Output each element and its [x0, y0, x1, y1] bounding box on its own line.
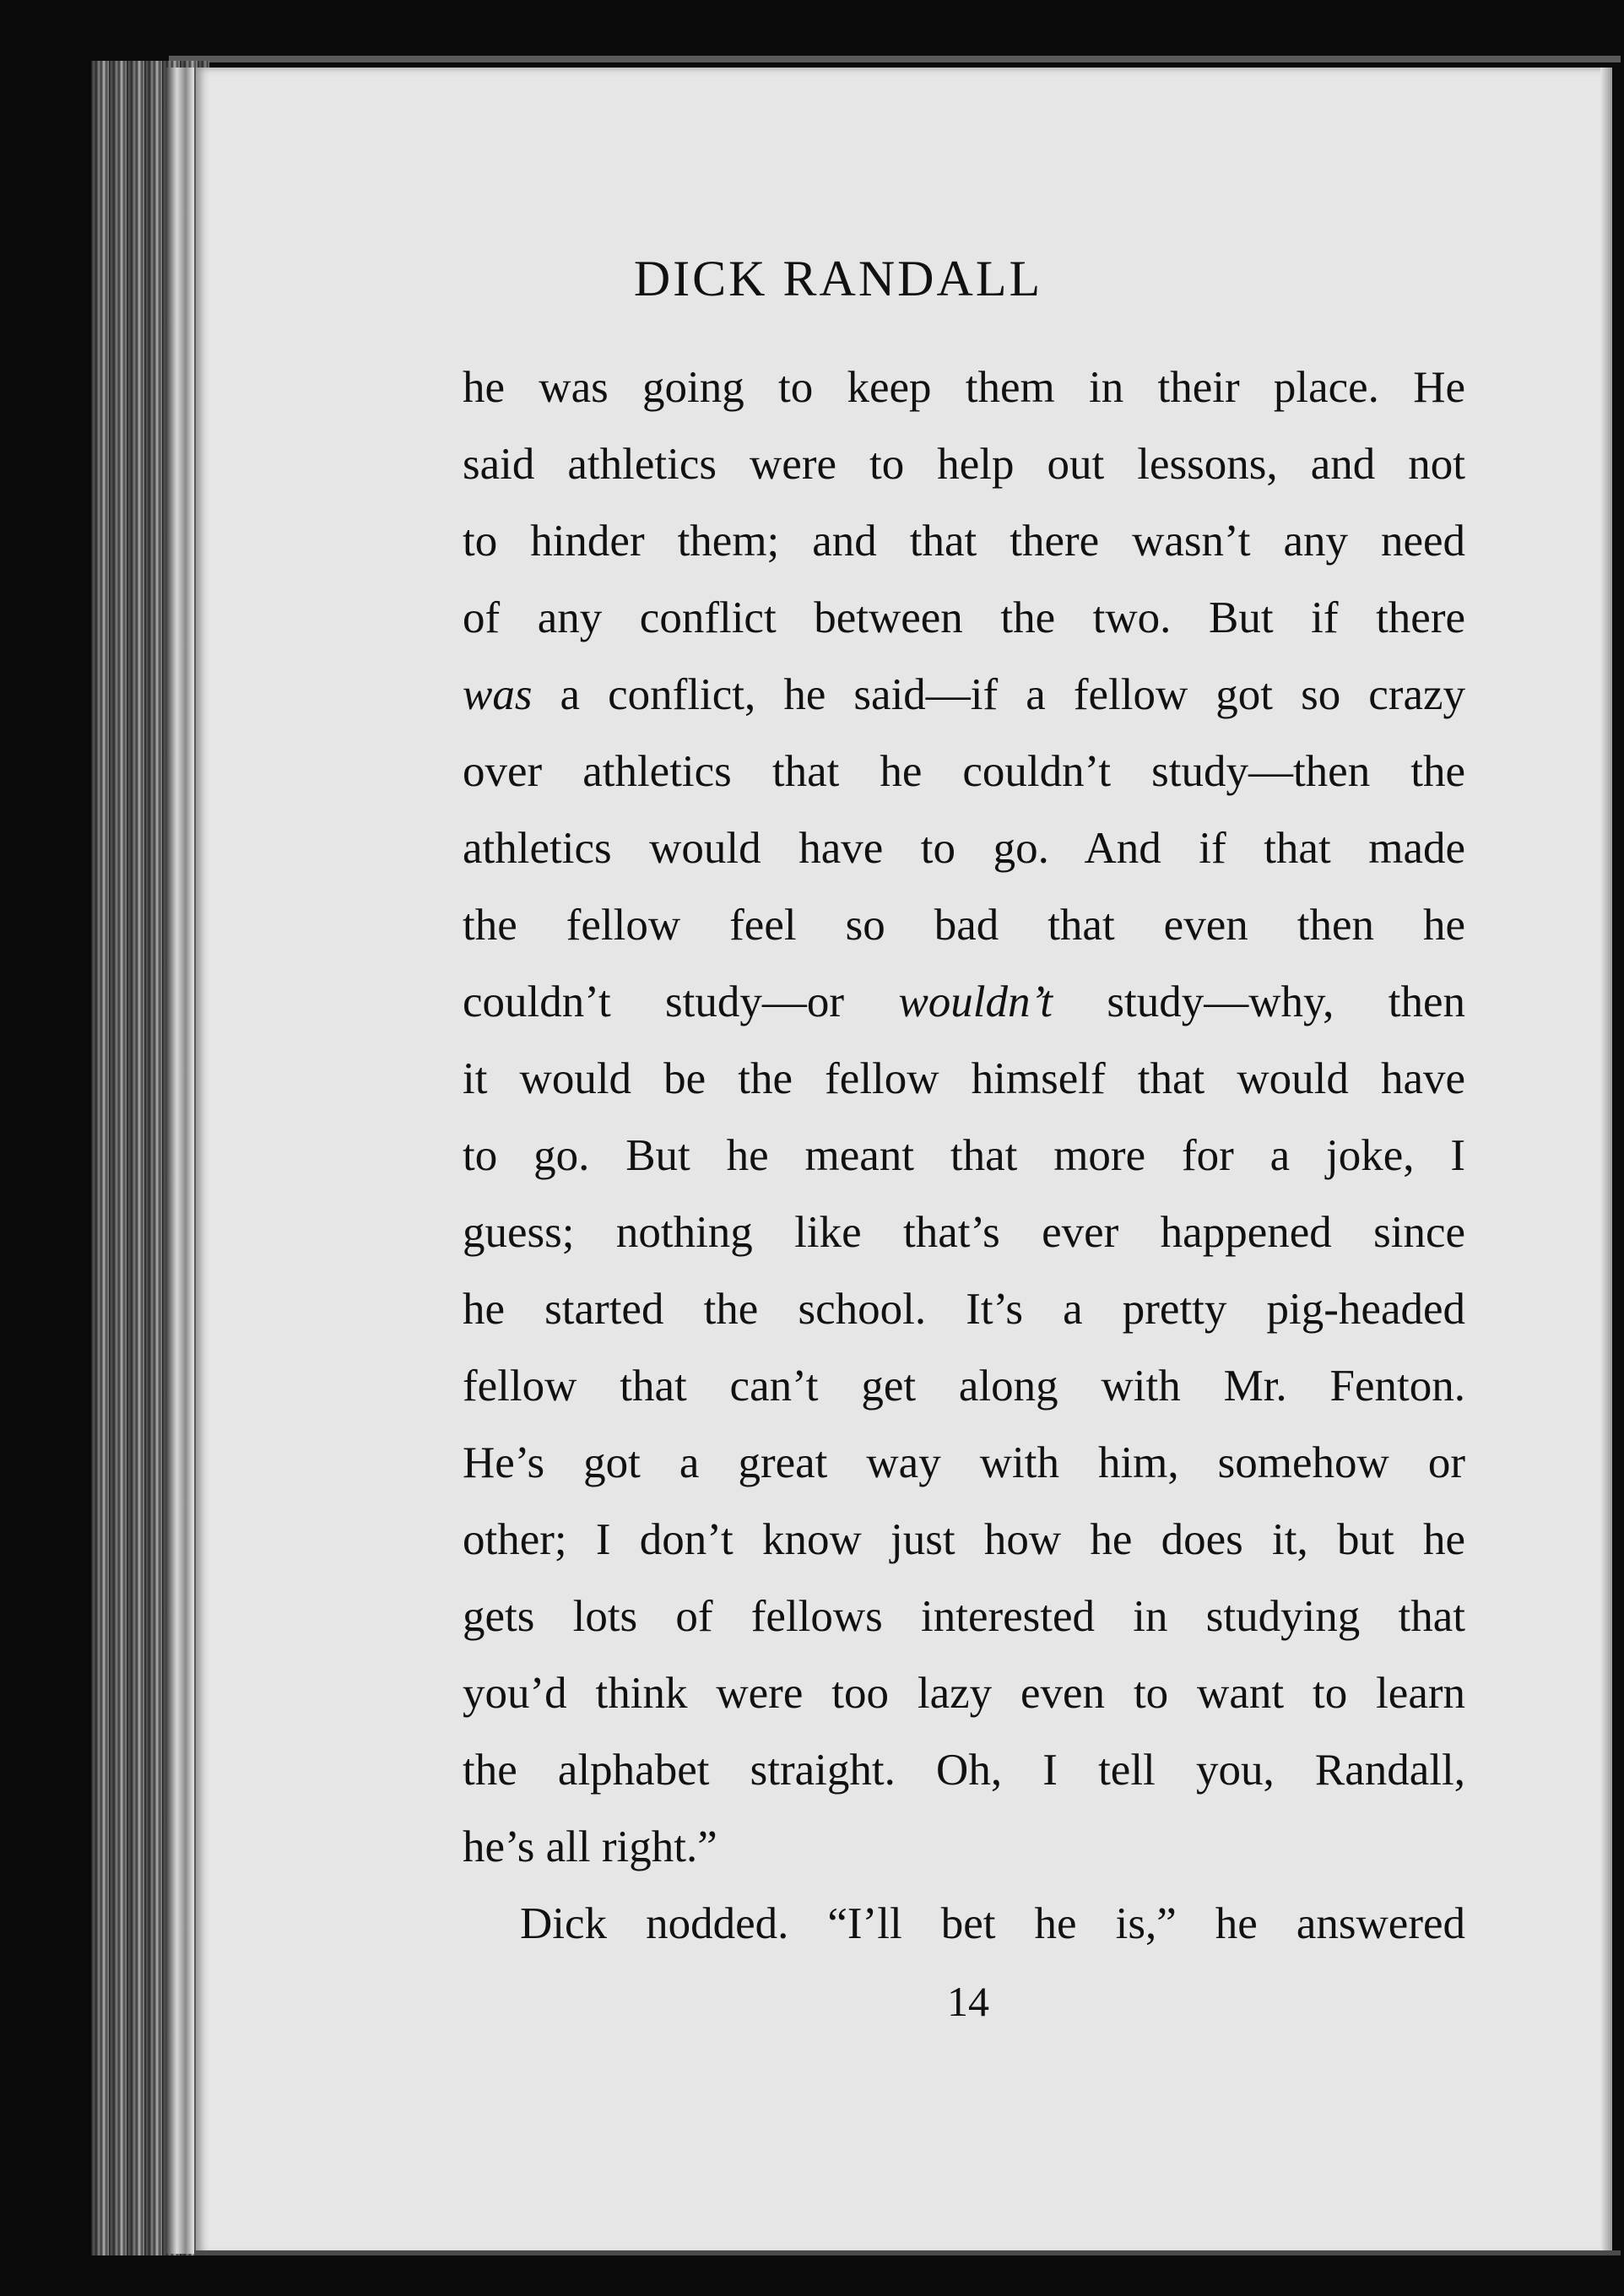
text-line: other; I don’t know just how he does it, but he	[463, 1515, 1465, 1564]
text-line: the alphabet straight. Oh, I tell you, Randall,	[463, 1746, 1465, 1795]
text-line: he was going to keep them in their place. He	[463, 363, 1465, 412]
text-line: gets lots of fellows interested in studying that	[463, 1592, 1465, 1641]
text-line: he started the school. It’s a pretty pig-headed	[463, 1285, 1465, 1334]
text-line-remainder: study—why, then	[1053, 977, 1465, 1026]
text-line-remainder: a conflict, he said—if a fellow got so crazy	[532, 670, 1465, 719]
page-gutter	[165, 68, 194, 2254]
text-line: you’d think were too lazy even to want to learn	[463, 1669, 1465, 1718]
page-number: 14	[947, 1978, 989, 2025]
text-line: over athletics that he couldn’t study—then the	[463, 747, 1465, 796]
running-head: DICK RANDALL	[633, 251, 1043, 306]
text-line: said athletics were to help out lessons, and not	[463, 440, 1465, 489]
text-line: to hinder them; and that there wasn’t any need	[463, 517, 1465, 566]
top-edge-shadow	[169, 56, 1621, 62]
text-line-with-italic	[463, 964, 1465, 1041]
bottom-edge-shadow	[194, 2250, 1621, 2255]
text-line: he’s all right.”	[463, 1822, 717, 1871]
text-line: athletics would have to go. And if that made	[463, 824, 1465, 873]
italic-word: was	[463, 670, 533, 719]
body-text	[463, 349, 1465, 1963]
text-line: guess; nothing like that’s ever happened since	[463, 1208, 1465, 1257]
text-line-with-italic	[463, 657, 1465, 734]
page-right-edge	[1600, 68, 1612, 2255]
text-line-start: couldn’t study—or	[463, 977, 899, 1026]
paragraph-start-line: Dick nodded. “I’ll bet he is,” he answered	[520, 1899, 1465, 1948]
text-line: to go. But he meant that more for a joke, I	[463, 1131, 1465, 1180]
text-line: fellow that can’t get along with Mr. Fenton.	[463, 1362, 1465, 1411]
text-line: it would be the fellow himself that would have	[463, 1054, 1465, 1103]
italic-word: wouldn’t	[898, 977, 1053, 1026]
text-line: He’s got a great way with him, somehow or	[463, 1438, 1465, 1487]
text-line: of any conflict between the two. But if there	[463, 593, 1465, 642]
text-line: the fellow feel so bad that even then he	[463, 901, 1465, 950]
